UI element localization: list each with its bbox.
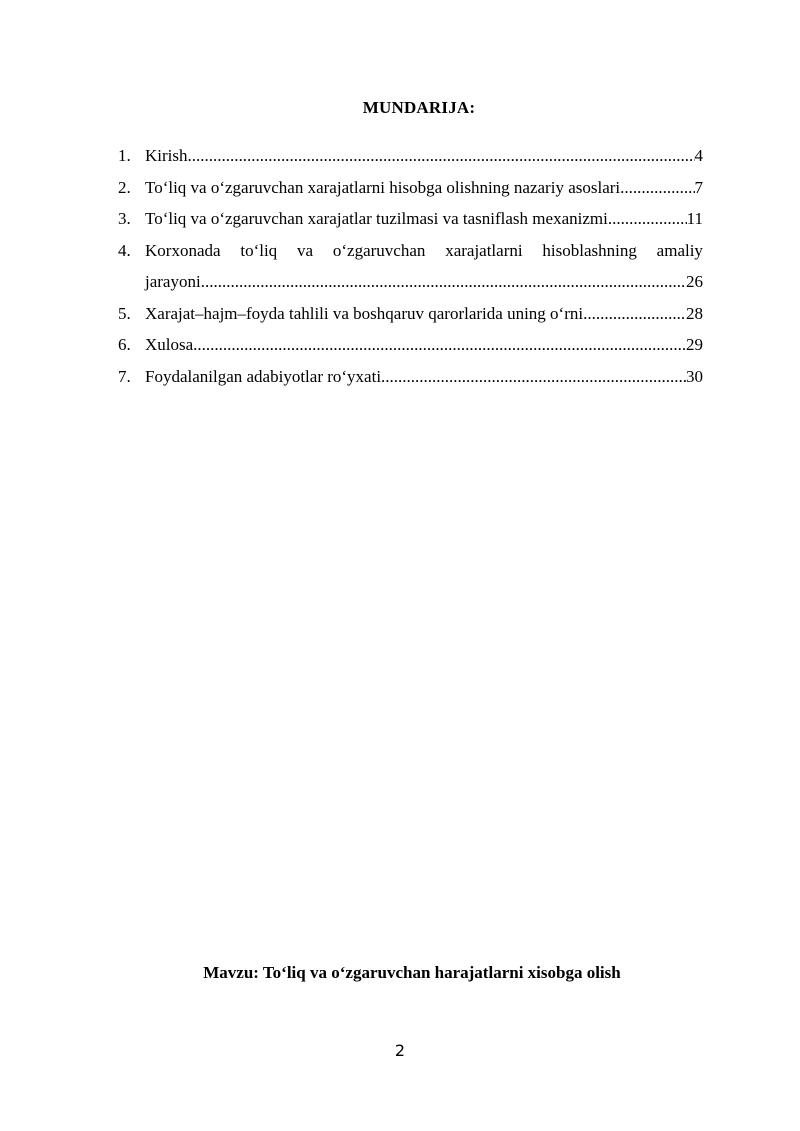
toc-entry-title: Foydalanilgan adabiyotlar ro‘yxati (145, 366, 382, 386)
toc-entry-2[interactable] (118, 172, 703, 204)
toc-word: hisoblashning (542, 240, 637, 260)
toc-entry-number: 1. (118, 146, 131, 165)
toc-entry-3[interactable] (118, 203, 703, 235)
toc-leader-dots (188, 140, 695, 172)
toc-leader-dots (193, 329, 686, 361)
table-of-contents (118, 140, 703, 392)
toc-entry-title: Xarajat–hajm–foyda tahlili va boshqaruv qarorlarida uning o‘rni (145, 303, 584, 323)
toc-entry-6[interactable] (118, 329, 703, 361)
toc-entry-page: 29 (686, 335, 703, 354)
toc-entry-title-line1 (145, 235, 703, 267)
toc-entry-page: 26 (686, 272, 703, 291)
toc-entry-page: 4 (694, 146, 703, 165)
toc-word: xarajatlarni (445, 240, 523, 260)
toc-entry-number: 5. (118, 303, 131, 323)
toc-entry-title: To‘liq va o‘zgaruvchan xarajatlarni hisobga olishning nazariy asoslari (145, 177, 621, 197)
toc-entry-1[interactable] (118, 140, 703, 172)
toc-entry-title: To‘liq va o‘zgaruvchan xarajatlar tuzilmasi va tasniflash mexanizmi (145, 209, 608, 228)
toc-entry-title: Xulosa (145, 335, 194, 354)
toc-entry-page: 28 (686, 303, 703, 323)
toc-word: to‘liq (240, 240, 278, 260)
toc-leader-dots (381, 361, 686, 393)
toc-word: o‘zgaruvchan (332, 240, 426, 260)
toc-word: amaliy (656, 240, 703, 260)
toc-leader-dots (620, 172, 694, 204)
toc-entry-number: 3. (118, 209, 131, 228)
toc-entry-number: 6. (118, 335, 131, 354)
toc-word: Korxonada (145, 240, 221, 260)
toc-entry-title: Kirish (145, 146, 188, 165)
page-number: 2 (394, 1041, 406, 1060)
toc-entry-page: 11 (686, 209, 703, 228)
toc-entry-page: 7 (694, 177, 703, 197)
toc-entry-title-line2: jarayoni (145, 272, 201, 291)
toc-entry-number: 2. (118, 177, 131, 197)
toc-title: MUNDARIJA: (362, 98, 476, 117)
toc-entry-number: 7. (118, 366, 131, 386)
toc-entry-5[interactable] (118, 298, 703, 330)
toc-entry-page: 30 (686, 366, 703, 386)
toc-leader-dots (201, 266, 686, 298)
toc-entry-7[interactable] (118, 361, 703, 393)
toc-word: va (297, 240, 314, 260)
toc-leader-dots (608, 203, 687, 235)
toc-entry-number: 4. (118, 240, 131, 260)
toc-entry-4[interactable] (118, 235, 703, 298)
toc-leader-dots (583, 298, 686, 330)
topic-heading: Mavzu: To‘liq va o‘zgaruvchan harajatlarni xisobga olish (203, 963, 621, 982)
